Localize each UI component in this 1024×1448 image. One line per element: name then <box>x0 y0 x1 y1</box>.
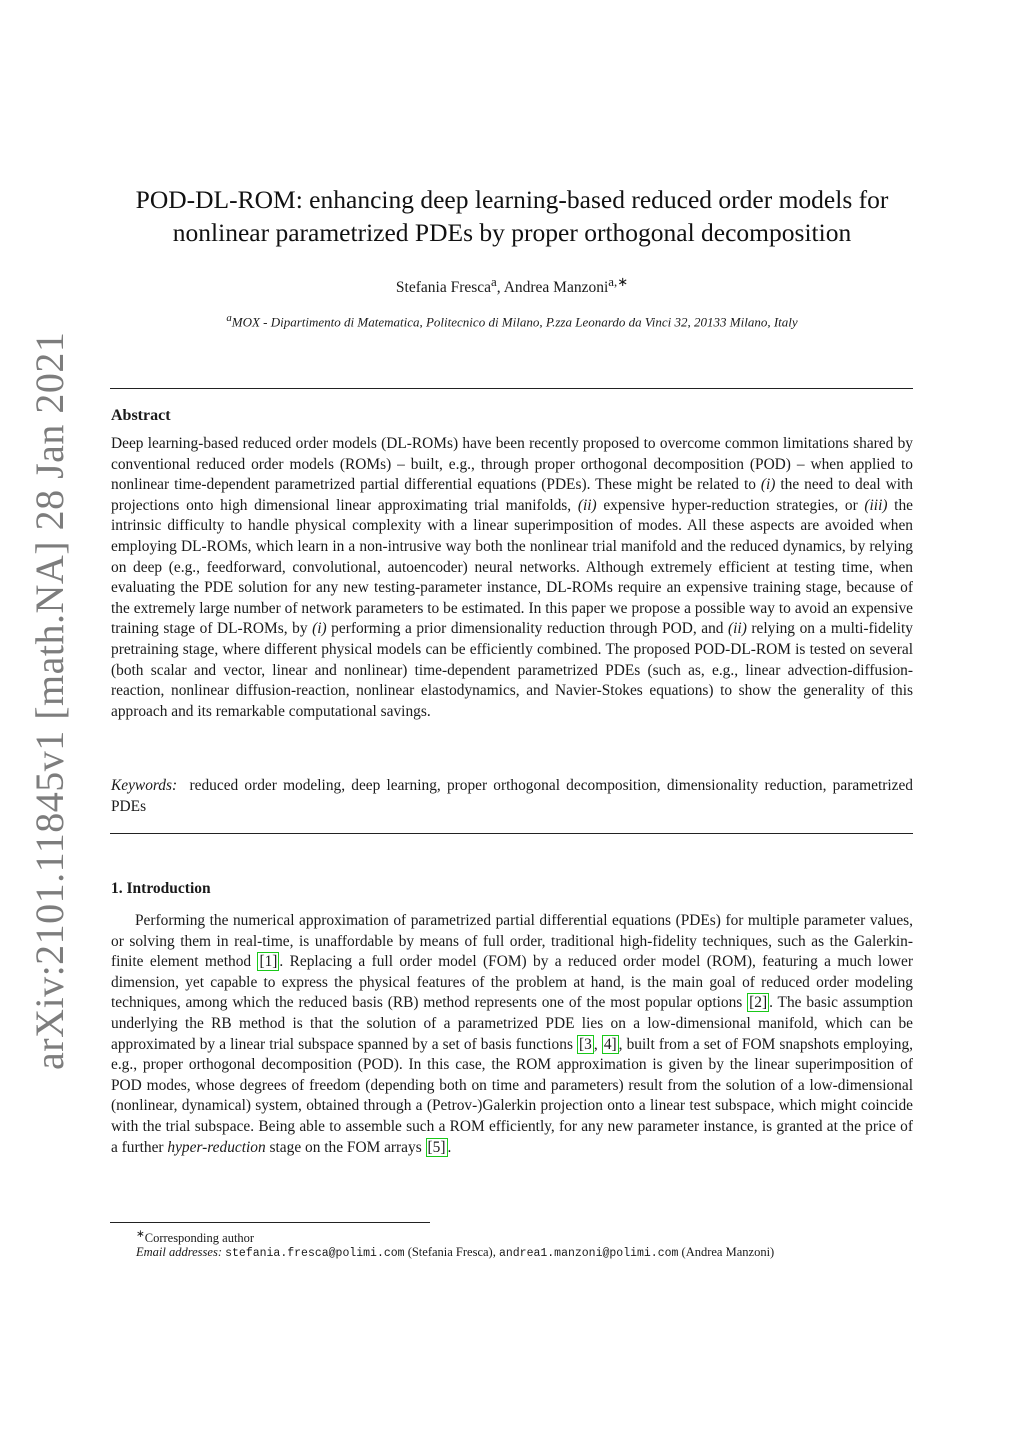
title-line-1: POD-DL-ROM: enhancing deep learning-based reduced order models for <box>135 185 889 214</box>
abstract-text: expensive hyper-reduction strategies, or <box>596 496 865 514</box>
intro-text: , built from a set of FOM snapshots employing, e.g., proper orthogonal decomposition (POD). In this case, the ROM approximation is given by the linear superimposition of POD modes, whose degrees of freedom (depending both on time and parameters) result from the solution of a low-dimensional (nonlinear, dynamical) system, obtained through a (Petrov-)Galerkin projection onto a linear test subspace, which might coincide with the trial subspace. Being able to assemble such a ROM efficiently, for any new parameter instance, is granted at the price of a further <box>111 1035 913 1156</box>
abstract-marker: (ii) <box>728 620 747 638</box>
email-name-fresca: (Stefania Fresca), <box>404 1245 499 1259</box>
paper-title <box>100 183 924 249</box>
email-name-manzoni: (Andrea Manzoni) <box>678 1245 775 1259</box>
abstract-marker: (iii) <box>864 496 888 514</box>
intro-text: . <box>447 1138 452 1156</box>
footnote-mark: ∗ <box>136 1229 145 1240</box>
citation-link[interactable]: [1] <box>259 953 278 971</box>
email-fresca[interactable]: stefania.fresca@polimi.com <box>225 1247 405 1260</box>
author-list <box>100 274 924 297</box>
keywords-text: reduced order modeling, deep learning, proper orthogonal decomposition, dimensionality reduction, parametrized PDEs <box>111 777 913 815</box>
abstract-text: the intrinsic difficulty to handle physical complexity with a linear superimposition of modes. All these aspects are avoided when employing DL-ROMs, which learn in a non-intrusive way both the nonlinear trial manifold and the reduced dynamics, by relying on deep (e.g., feedforward, convolutional, autoencoder) neural networks. Although extremely efficient at testing time, when evaluating the PDE solution for any new testing-parameter instance, DL-ROMs require an expensive training stage, because of the extremely large number of network parameters to be estimated. In this paper we propose a possible way to avoid an expensive training stage of DL-ROMs, by <box>111 496 913 638</box>
abstract-top-rule <box>110 388 913 389</box>
section-heading-introduction: 1. Introduction <box>111 880 211 897</box>
abstract-text: performing a prior dimensionality reduction through POD, and <box>326 620 729 638</box>
author-fresca: Stefania Fresca <box>395 279 492 297</box>
citation-link[interactable]: 4] <box>603 1035 617 1053</box>
author-fresca-mark: a <box>491 274 497 289</box>
citation-link[interactable]: [3 <box>579 1035 592 1053</box>
intro-emphasis: hyper-reduction <box>167 1138 266 1156</box>
intro-text: Performing the numerical approximation of parametrized partial differential equations (PDEs) for multiple parameter values, or solving them in real-time, is unaffordable by means of full order, traditional high-fidelity techniques, such as the Galerkin-finite element method <box>111 912 913 971</box>
footnote-corresponding <box>136 1228 254 1246</box>
author-manzoni-mark: a,∗ <box>608 274 629 289</box>
citation-link[interactable]: [2] <box>749 994 768 1012</box>
abstract-marker: (i) <box>312 620 327 638</box>
affiliation-mark: a <box>226 312 232 324</box>
affiliation-text: MOX - Dipartimento di Matematica, Politecnico di Milano, P.zza Leonardo da Vinci 32, 20133 Milano, Italy <box>231 314 798 330</box>
affiliation <box>100 312 924 330</box>
abstract-marker: (i) <box>760 476 776 494</box>
intro-text: stage on the FOM arrays <box>265 1138 426 1156</box>
footnote-corresponding-text: Corresponding author <box>144 1231 255 1246</box>
author-manzoni: Andrea Manzoni <box>503 279 609 297</box>
footnote-emails <box>136 1245 774 1260</box>
abstract-body <box>111 434 913 722</box>
title-line-2: nonlinear parametrized PDEs by proper orthogonal decomposition <box>172 218 852 247</box>
citation-link[interactable]: [5] <box>427 1138 446 1156</box>
intro-text: . The basic assumption underlying the RB method is that the solution of a parametrized PDE lies on a low-dimensional manifold, which can be approximated by a linear trial subspace spanned by a set of basis functions <box>111 994 913 1053</box>
introduction-paragraph <box>111 911 913 1158</box>
abstract-marker: (ii) <box>577 496 597 514</box>
abstract-text: the need to deal with projections onto high dimensional linear approximating trial manifolds, <box>111 476 914 514</box>
abstract-heading: Abstract <box>111 407 171 424</box>
abstract-bottom-rule <box>110 833 913 834</box>
email-manzoni[interactable]: andrea1.manzoni@polimi.com <box>498 1247 679 1260</box>
intro-text: . Replacing a full order model (FOM) by a reduced order model (ROM), featuring a much lower dimension, yet capable to express the physical features of the problem at hand, is the main goal of reduced order modeling techniques, among which the reduced basis (RB) method represents one of the most popular options <box>111 953 913 1012</box>
footnote-rule <box>110 1222 430 1223</box>
email-label: Email addresses: <box>136 1245 222 1259</box>
arxiv-identifier: arXiv:2101.11845v1 [math.NA] 28 Jan 2021 <box>27 331 72 1070</box>
abstract-text: relying on a multi-fidelity pretraining stage, where different physical models can be efficiently combined. The proposed POD-DL-ROM is tested on several (both scalar and vector, linear and nonlinear) time-dependent parametrized PDEs (such as, e.g., linear advection-diffusion-reaction, nonlinear diffusion-reaction, nonlinear elastodynamics, and Navier-Stokes equations) to show the generality of this approach and its remarkable computational savings. <box>111 620 913 720</box>
intro-text: , <box>593 1035 602 1053</box>
keywords-label: Keywords: <box>111 777 178 794</box>
author-separator: , <box>496 279 504 297</box>
keywords <box>111 776 913 817</box>
abstract-text: Deep learning-based reduced order models (DL-ROMs) have been recently proposed to overcome common limitations shared by conventional reduced order models (ROMs) – built, e.g., through proper orthogonal decomposition (POD) – when applied to nonlinear time-dependent parametrized partial differential equations (PDEs). These might be related to <box>111 435 913 494</box>
